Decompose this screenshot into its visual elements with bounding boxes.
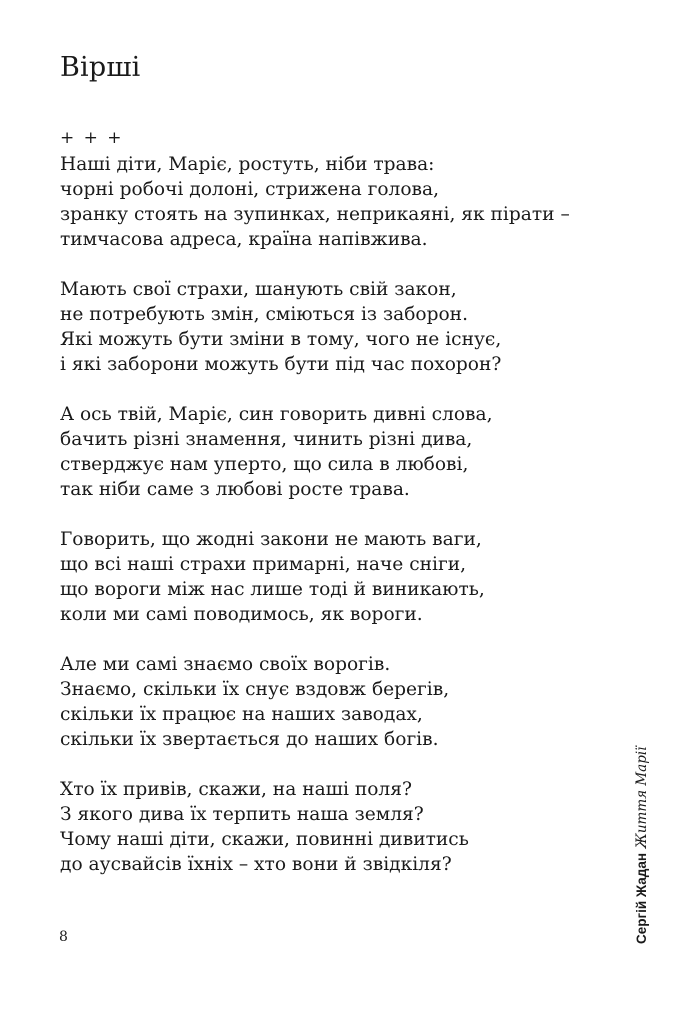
poem-line: зранку стоять на зупинках, неприкаяні, як пірати – [60,204,570,225]
poem-line: скільки їх звертається до наших богів. [60,729,439,750]
poem-line: що всі наші страхи примарні, наче сніги, [60,554,467,575]
poem-line: коли ми самі поводимось, як вороги. [60,604,423,625]
stanza-6 [60,777,620,877]
poem-line: так ніби саме з любові росте трава. [60,479,410,500]
stanza-4 [60,527,620,627]
page-number: 8 [59,929,68,945]
poem-line: Чому наші діти, скажи, повинні дивитись [60,829,469,850]
poem-line: Наші діти, Маріє, ростуть, ніби трава: [60,154,435,175]
poem-line: і які заборони можуть бути під час похорон? [60,354,502,375]
stanza-2 [60,277,620,377]
poem [60,126,620,902]
section-title: Вірші [60,52,141,83]
poem-separator-mark: + + + [60,128,124,148]
running-head [633,747,651,945]
poem-line: А ось твій, Маріє, син говорить дивні слова, [60,404,493,425]
poem-line: Але ми самі знаємо своїх ворогів. [60,654,391,675]
stanza-1 [60,152,620,252]
poem-line: до аусвайсів їхніх – хто вони й звідкіля? [60,854,452,875]
stanza-5 [60,652,620,752]
poem-line: Мають свої страхи, шанують свій закон, [60,279,457,300]
poem-line: З якого дива їх терпить наша земля? [60,804,424,825]
running-head-author: Сергій Жадан [634,852,649,944]
poem-line: Знаємо, скільки їх снує вздовж берегів, [60,679,450,700]
poem-line: скільки їх працює на наших заводах, [60,704,423,725]
poem-line: Хто їх привів, скажи, на наші поля? [60,779,412,800]
poem-line: тимчасова адреса, країна напівжива. [60,229,428,250]
poem-line: не потребують змін, сміються із заборон. [60,304,468,325]
poem-line: чорні робочі долоні, стрижена голова, [60,179,439,200]
stanza-3 [60,402,620,502]
poem-line: бачить різні знамення, чинить різні дива, [60,429,473,450]
poem-line: Говорить, що жодні закони не мають ваги, [60,529,482,550]
running-head-book-title: Життя Марії [634,746,650,849]
poem-line: Які можуть бути зміни в тому, чого не існує, [60,329,502,350]
poem-line: стверджує нам уперто, що сила в любові, [60,454,469,475]
poem-line: що вороги між нас лише тоді й виникають, [60,579,485,600]
